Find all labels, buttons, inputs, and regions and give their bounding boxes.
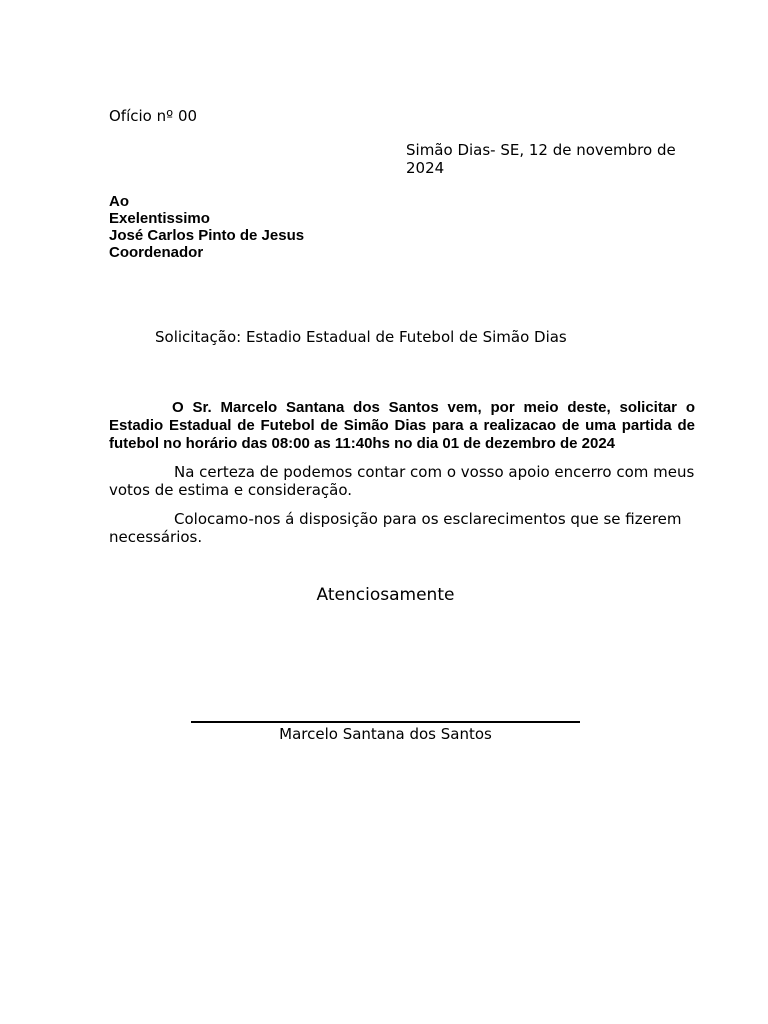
recipient-role: Coordenador [109,244,204,261]
recipient-title: Exelentissimo [109,210,210,227]
signature-name: Marcelo Santana dos Santos [279,725,492,743]
subject-line: Solicitação: Estadio Estadual de Futebol de Simão Dias [155,328,567,346]
request-paragraph: O Sr. Marcelo Santana dos Santos vem, por meio deste, solicitar o Estadio Estadual de Futebol de Simão Dias para a realizacao de uma partida de futebol no horário das 08:00 as 11:40hs no dia 01 de dezembro de 2024 [109,399,695,452]
recipient-block [109,193,304,261]
place-date: Simão Dias- SE, 12 de novembro de 2024 [406,141,676,177]
closing-salutation: Atenciosamente [316,585,455,605]
signature-line [191,721,580,723]
availability-paragraph: Colocamo-nos á disposição para os esclarecimentos que se fizerem necessários. [109,510,682,546]
recipient-name: José Carlos Pinto de Jesus [109,227,305,244]
support-paragraph: Na certeza de podemos contar com o vosso apoio encerro com meus votos de estima e consideração. [109,463,695,499]
recipient-salutation: Ao [109,193,129,210]
letter-reference: Ofício nº 00 [109,107,198,125]
